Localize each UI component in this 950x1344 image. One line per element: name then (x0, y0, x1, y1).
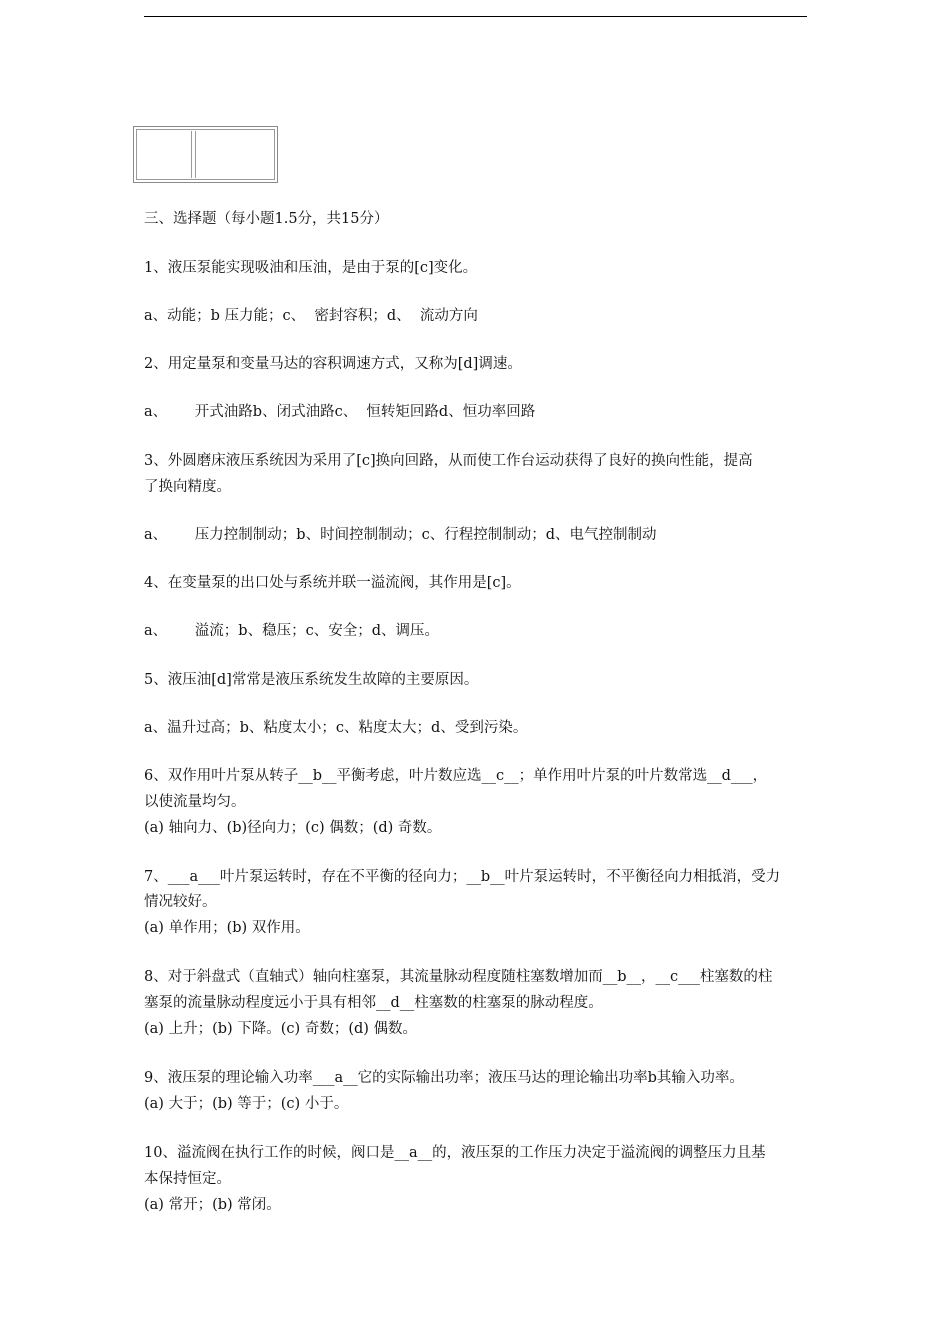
question-4-stem: 4、在变量泵的出口处与系统并联一溢流阀，其作用是[c]。 (144, 575, 521, 591)
question-9-stem: 9、液压泵的理论输入功率___a__它的实际输出功率；液压马达的理论输出功率b其输入功率。 (144, 1070, 744, 1086)
question-9-options: (a) 大于；(b) 等于；(c) 小于。 (144, 1096, 349, 1112)
section-title: 三、选择题（每小题1.5分，共15分） (144, 211, 389, 227)
question-8-options: (a) 上升；(b) 下降。(c) 奇数；(d) 偶数。 (144, 1021, 418, 1037)
question-1-stem: 1、液压泵能实现吸油和压油，是由于泵的[c]变化。 (144, 260, 478, 276)
question-10-options: (a) 常开；(b) 常闭。 (144, 1197, 281, 1213)
question-5-options: a、温升过高；b、粘度太小；c、粘度太大；d、受到污染。 (144, 720, 528, 736)
question-3-options: a、 压力控制制动；b、时间控制制动；c、行程控制制动；d、电气控制制动 (144, 527, 657, 543)
question-6-options: (a) 轴向力、(b)径向力；(c) 偶数；(d) 奇数。 (144, 820, 442, 836)
question-6-stem-line-2: 以使流量均匀。 (144, 794, 246, 810)
score-table-border (136, 129, 275, 180)
question-5-stem: 5、液压油[d]常常是液压系统发生故障的主要原因。 (144, 672, 479, 688)
question-6-stem-line-1: 6、双作用叶片泵从转子__b__平衡考虑，叶片数应选__c__；单作用叶片泵的叶片数常选__d___， (144, 768, 768, 784)
question-1-options: a、动能；b 压力能；c、 密封容积；d、 流动方向 (144, 308, 478, 324)
question-7-stem-line-1: 7、___a___叶片泵运转时，存在不平衡的径向力；__b__叶片泵运转时，不平衡径向力相抵消，受力 (144, 869, 781, 885)
question-10-stem-line-1: 10、溢流阀在执行工作的时候，阀口是__a__的，液压泵的工作压力决定于溢流阀的调整压力且基 (144, 1145, 766, 1161)
question-4-options: a、 溢流；b、稳压；c、安全；d、调压。 (144, 623, 439, 639)
score-table-divider (191, 131, 196, 178)
question-7-stem-line-2: 情况较好。 (144, 894, 217, 910)
question-8-stem-line-2: 塞泵的流量脉动程度远小于具有相邻__d__柱塞数的柱塞泵的脉动程度。 (144, 995, 603, 1011)
question-3-stem-line-1: 3、外圆磨床液压系统因为采用了[c]换向回路，从而使工作台运动获得了良好的换向性能，提高 (144, 453, 753, 469)
question-8-stem-line-1: 8、对于斜盘式（直轴式）轴向柱塞泵，其流量脉动程度随柱塞数增加而__b__，__c___柱塞数的柱 (144, 969, 773, 985)
score-table (133, 126, 278, 183)
question-2-options: a、 开式油路b、闭式油路c、 恒转矩回路d、恒功率回路 (144, 404, 536, 420)
question-10-stem-line-2: 本保持恒定。 (144, 1171, 231, 1187)
question-7-options: (a) 单作用；(b) 双作用。 (144, 920, 310, 936)
header-rule (144, 16, 807, 17)
question-3-stem-line-2: 了换向精度。 (144, 479, 231, 495)
question-2-stem: 2、用定量泵和变量马达的容积调速方式，又称为[d]调速。 (144, 356, 522, 372)
